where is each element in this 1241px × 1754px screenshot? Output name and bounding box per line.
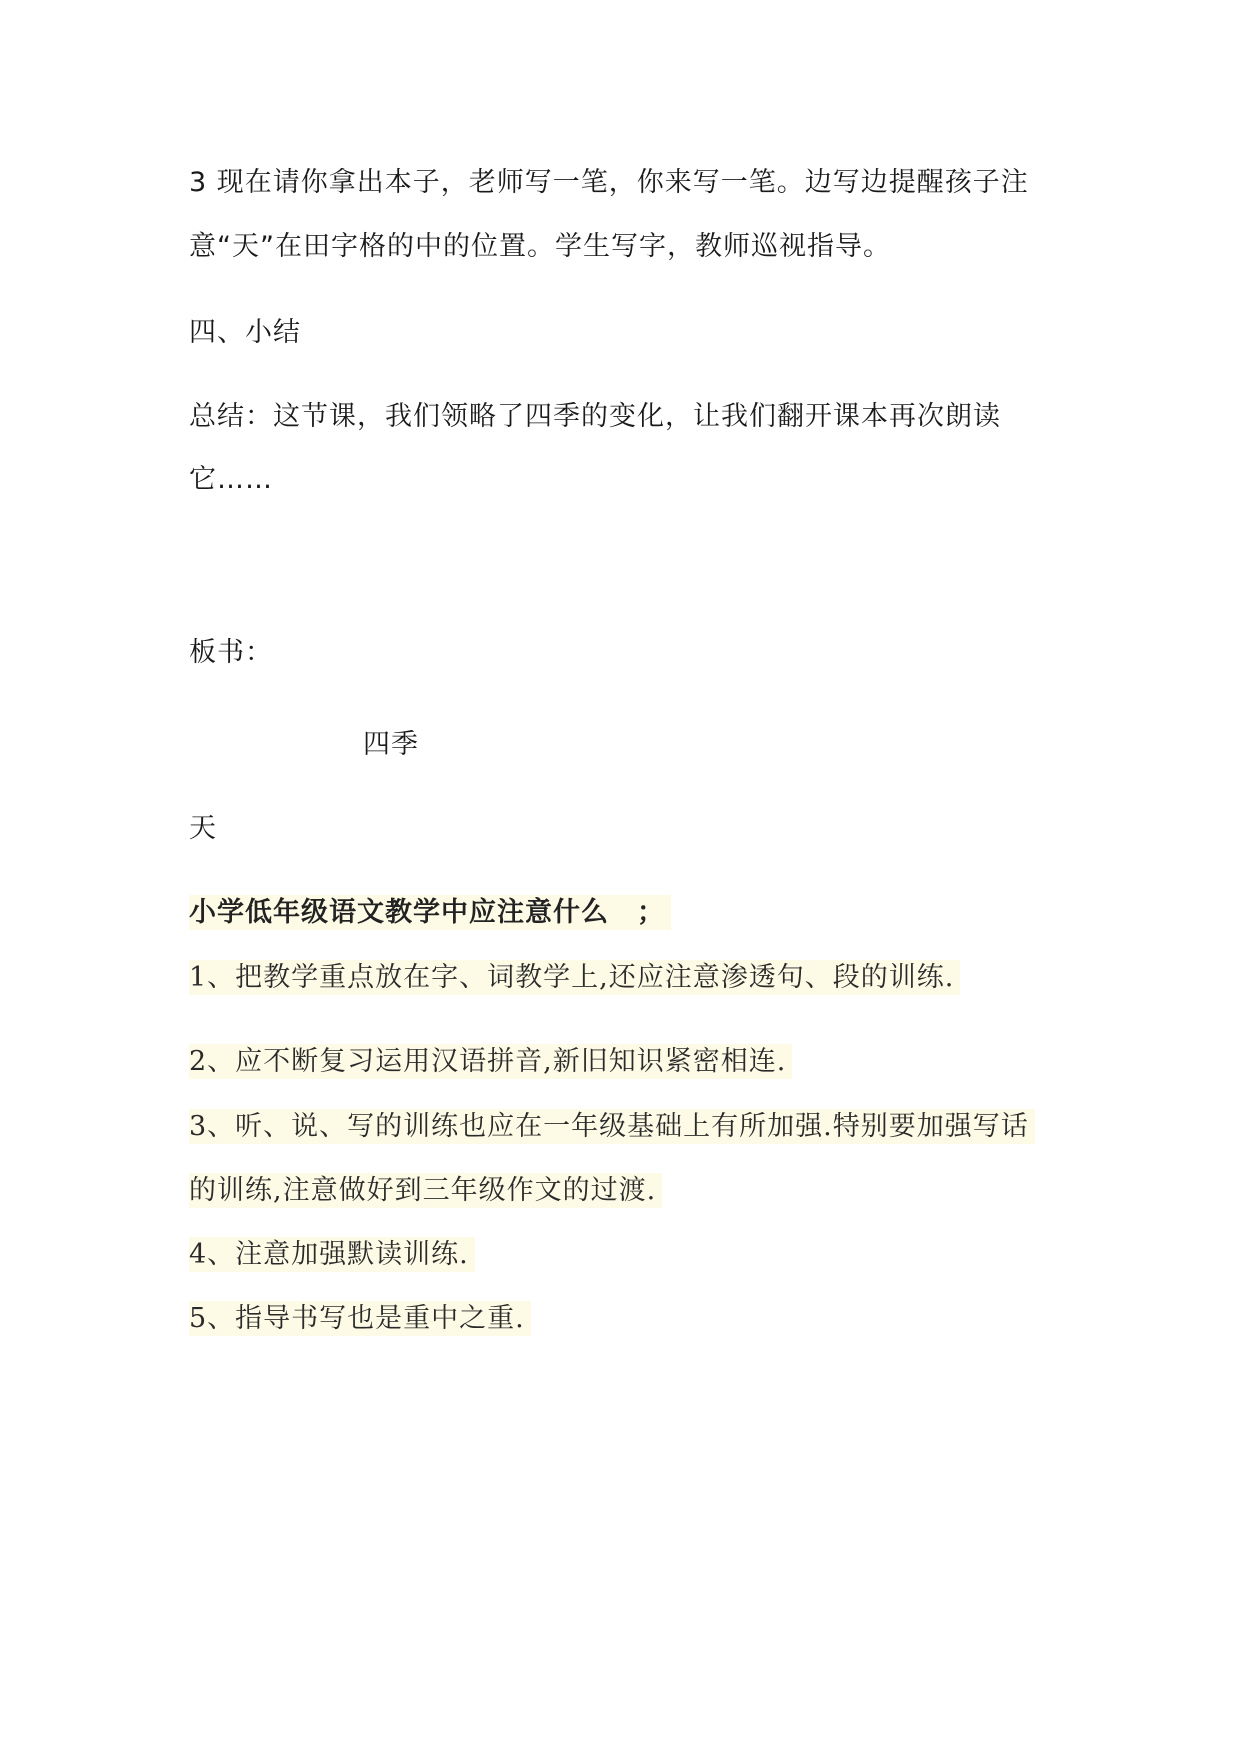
board-title: 四季 [363,729,419,760]
notes-item-3-line-2: 的训练,注意做好到三年级作文的过渡. [189,1173,662,1208]
step3-line-2: 意“天”在田字格的中的位置。学生写字，教师巡视指导。 [189,231,891,262]
notes-heading: 小学低年级语文教学中应注意什么 ； [189,895,671,930]
summary-line-1: 总结：这节课，我们领略了四季的变化，让我们翻开课本再次朗读 [189,401,1001,432]
notes-item-4: 4、注意加强默读训练. [189,1237,475,1272]
notes-item-1: 1、把教学重点放在字、词教学上,还应注意渗透句、段的训练. [189,960,960,995]
board-char: 天 [189,813,217,844]
section-heading-summary: 四、小结 [189,317,301,348]
step3-line-1: 3 现在请你拿出本子，老师写一笔，你来写一笔。边写边提醒孩子注 [189,167,1029,198]
notes-item-3-line-1: 3、听、说、写的训练也应在一年级基础上有所加强.特别要加强写话 [189,1109,1035,1144]
notes-item-5: 5、指导书写也是重中之重. [189,1301,531,1336]
summary-line-2: 它…… [189,464,273,495]
board-label: 板书： [189,637,273,668]
notes-item-2: 2、应不断复习运用汉语拼音,新旧知识紧密相连. [189,1044,792,1079]
